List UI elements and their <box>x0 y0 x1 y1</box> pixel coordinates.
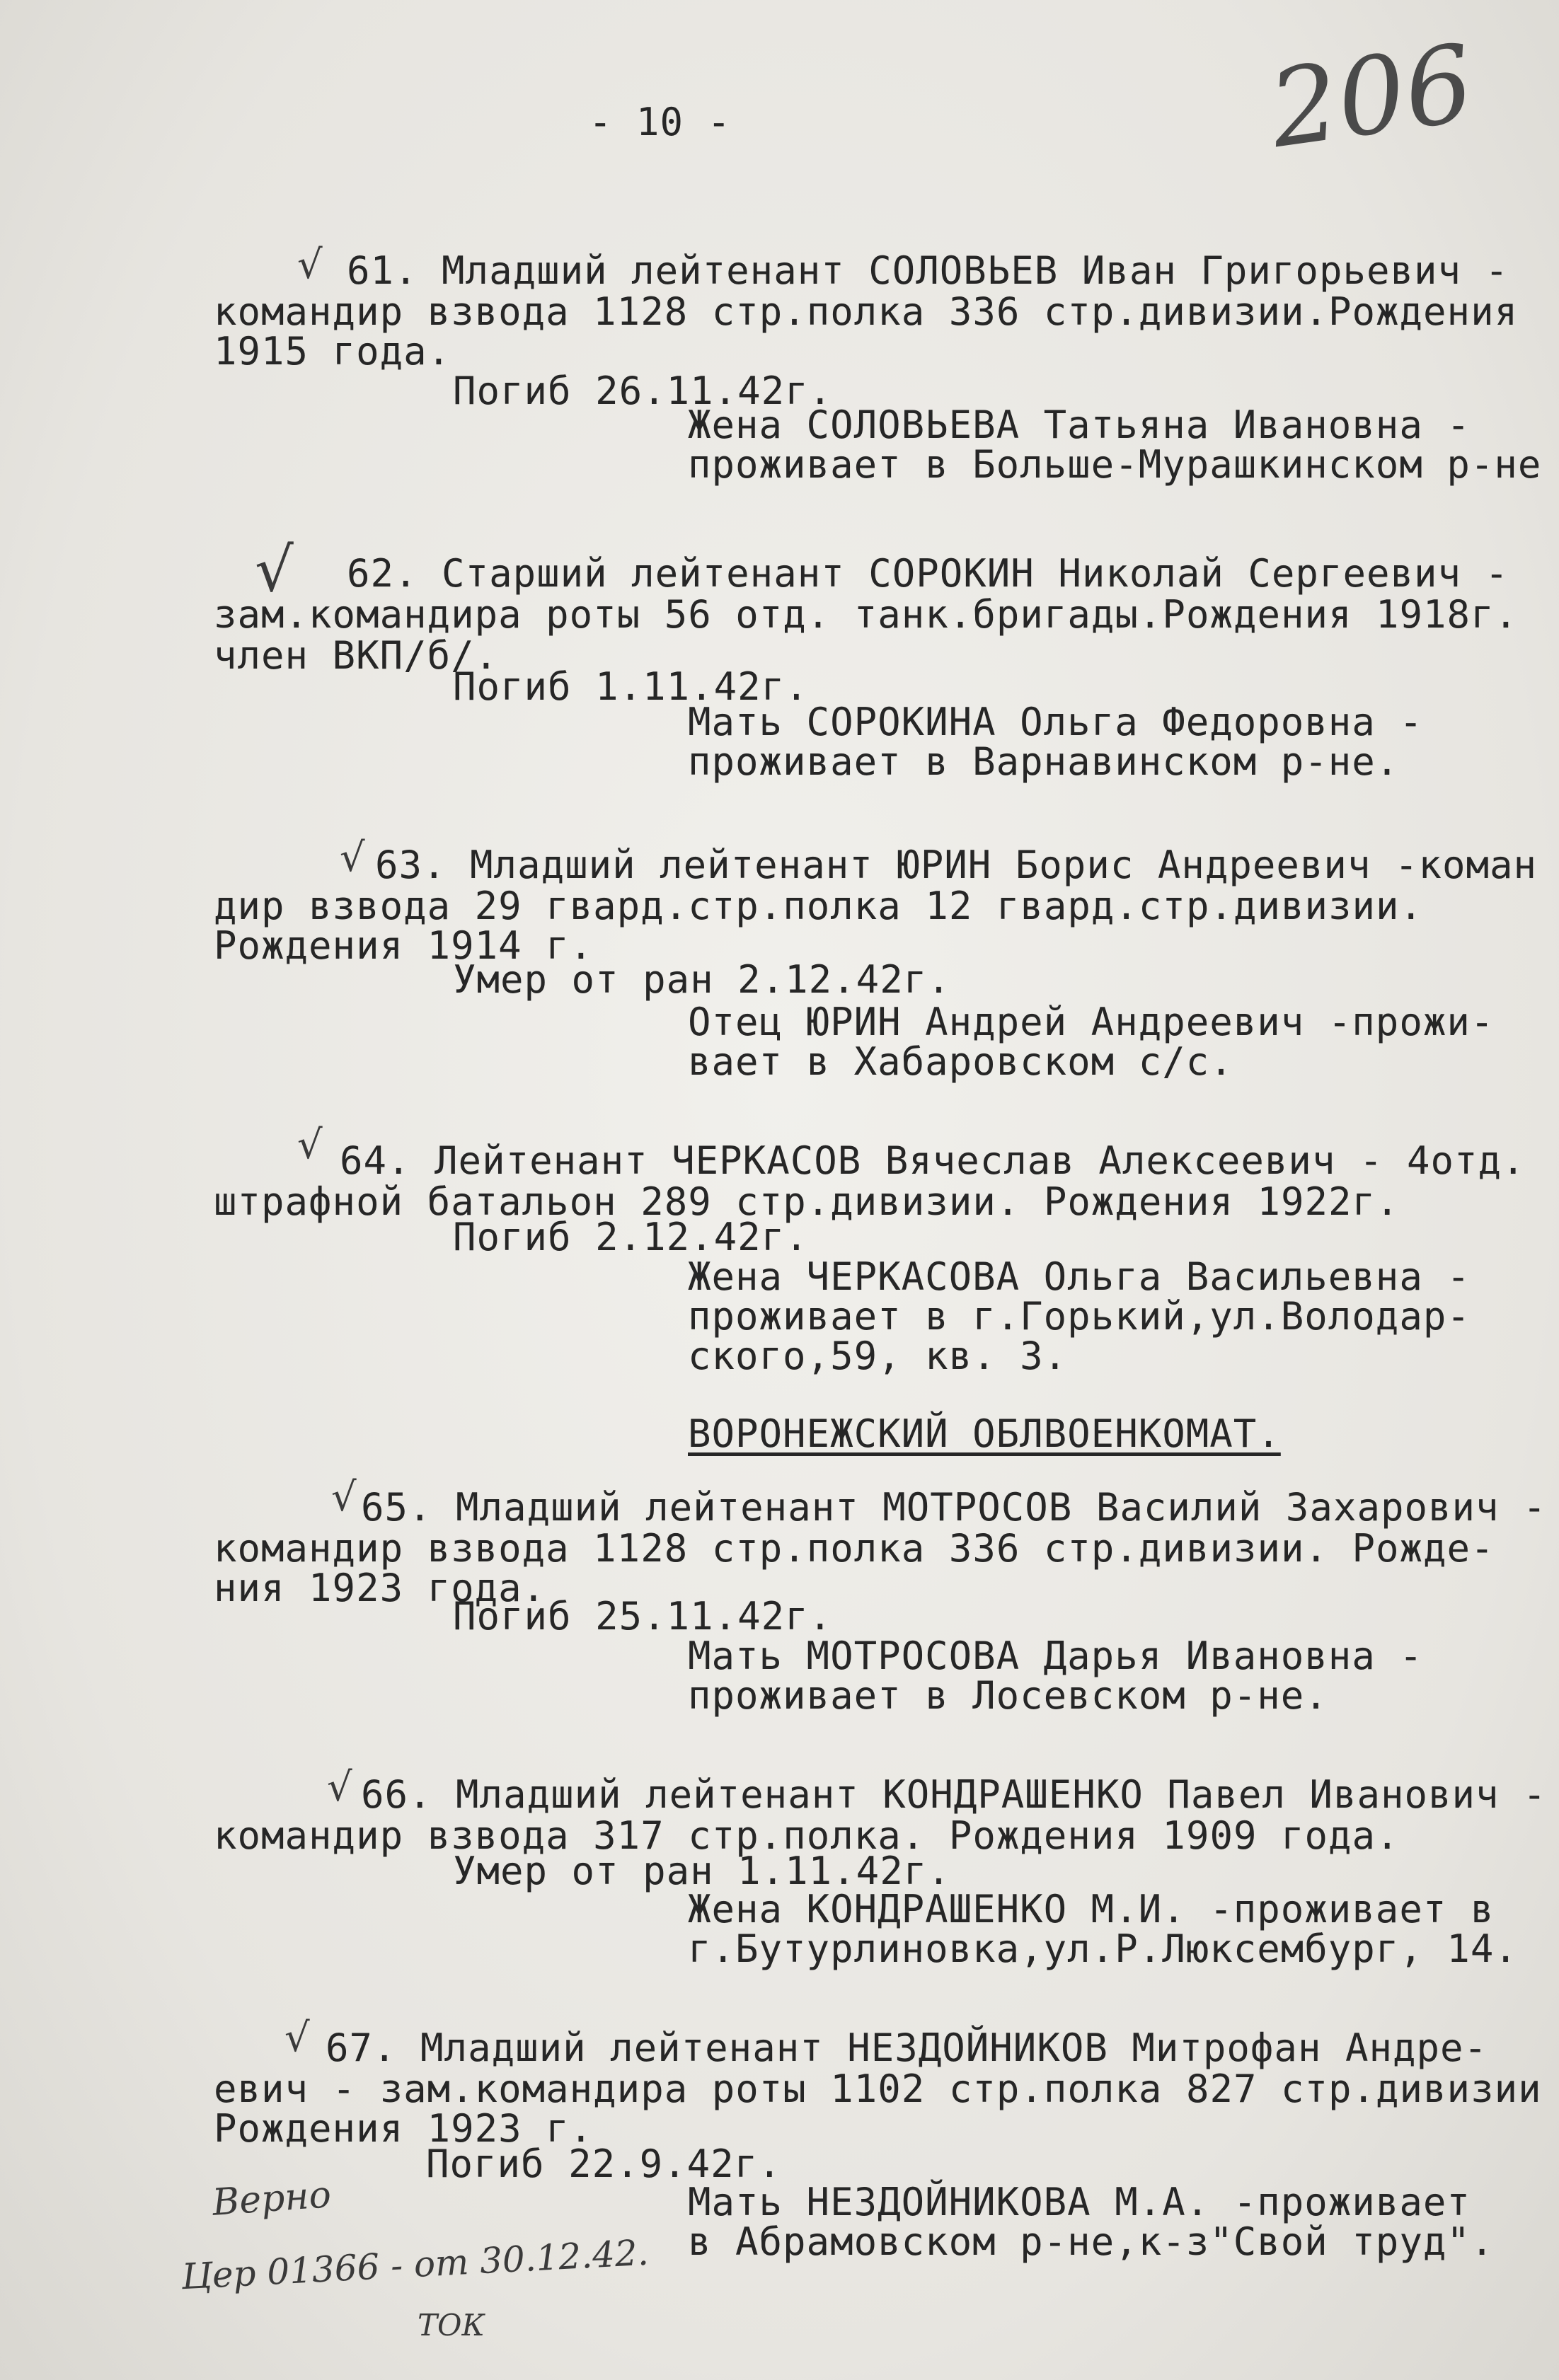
entry-relative: Мать МОТРОСОВА Дарья Ивановна - <box>688 1634 1423 1678</box>
section-heading: ВОРОНЕЖСКИЙ ОБЛВОЕНКОМАТ. <box>688 1411 1281 1456</box>
check-mark-icon: √ <box>297 1122 323 1168</box>
entry-death: Погиб 2.12.42г. <box>453 1215 809 1259</box>
entry-relative: проживает в Лосевском р-не. <box>688 1673 1328 1718</box>
entry-relative: в Абрамовском р-не,к-з"Свой труд". <box>688 2219 1495 2264</box>
entry-relative: Мать СОРОКИНА Ольга Федоровна - <box>688 700 1423 744</box>
entry-line: командир взвода 1128 стр.полка 336 стр.дивизии. Рожде- <box>214 1526 1495 1571</box>
entry-line: 64. Лейтенант ЧЕРКАСОВ Вячеслав Алексеевич - 4отд. <box>340 1138 1526 1183</box>
entry-line: член ВКП/б/. <box>214 633 499 678</box>
entry-line: Рождения 1923 г. <box>214 2106 594 2151</box>
entry-relative: вает в Хабаровском с/с. <box>688 1039 1233 1084</box>
entry-line: командир взвода 317 стр.полка. Рождения 1909 года. <box>214 1813 1400 1858</box>
entry-line: 61. Младший лейтенант СОЛОВЬЕВ Иван Григорьевич - <box>347 248 1509 293</box>
check-mark-icon: √ <box>331 1474 357 1520</box>
entry-death: Погиб 22.9.42г. <box>426 2142 782 2186</box>
check-mark-icon: √ <box>297 242 323 288</box>
check-mark-icon: √ <box>255 535 294 606</box>
entry-death: Погиб 1.11.42г. <box>453 664 809 709</box>
handwritten-reference-note: Цер 01366 - от 30.12.42. <box>180 2231 650 2298</box>
entry-relative: Жена СОЛОВЬЕВА Татьяна Ивановна - <box>688 403 1471 447</box>
entry-death: Погиб 26.11.42г. <box>453 369 833 413</box>
entry-relative: Жена ЧЕРКАСОВА Ольга Васильевна - <box>688 1254 1471 1299</box>
entry-line: евич - зам.командира роты 1102 стр.полка 827 стр.дивизии <box>214 2067 1542 2111</box>
archive-number: 206 <box>1262 21 1481 173</box>
entry-line: 67. Младший лейтенант НЕЗДОЙНИКОВ Митрофан Андре- <box>326 2026 1488 2070</box>
handwritten-verified-note: Верно <box>211 2173 333 2224</box>
entry-death: Умер от ран 2.12.42г. <box>453 957 951 1002</box>
entry-line: ния 1923 года. <box>214 1566 546 1610</box>
entry-relative: ского,59, кв. 3. <box>688 1334 1068 1378</box>
check-mark-icon: √ <box>327 1764 352 1810</box>
entry-line: 65. Младший лейтенант МОТРОСОВ Василий Захарович - <box>361 1485 1547 1530</box>
page-number: - 10 - <box>589 100 732 144</box>
entry-line: 63. Младший лейтенант ЮРИН Борис Андреевич -коман <box>375 843 1538 887</box>
check-mark-icon: √ <box>284 2015 310 2061</box>
check-mark-icon: √ <box>340 835 365 881</box>
entry-death: Погиб 25.11.42г. <box>453 1594 833 1639</box>
entry-death: Умер от ран 1.11.42г. <box>453 1849 951 1893</box>
entry-line: дир взвода 29 гвард.стр.полка 12 гвард.стр.дивизии. <box>214 884 1424 928</box>
entry-relative: проживает в г.Горький,ул.Володар- <box>688 1294 1471 1339</box>
entry-line: зам.командира роты 56 отд. танк.бригады.Рождения 1918г. <box>214 592 1519 637</box>
entry-relative: Отец ЮРИН Андрей Андреевич -прожи- <box>688 1000 1495 1044</box>
handwritten-initials: ТОК <box>418 2308 485 2343</box>
entry-line: 62. Старший лейтенант СОРОКИН Николай Сергеевич - <box>347 551 1509 596</box>
entry-line: 66. Младший лейтенант КОНДРАШЕНКО Павел Иванович - <box>361 1772 1547 1817</box>
entry-line: Рождения 1914 г. <box>214 923 594 968</box>
entry-line: 1915 года. <box>214 329 451 374</box>
entry-relative: проживает в Варнавинском р-не. <box>688 739 1400 784</box>
entry-relative: Мать НЕЗДОЙНИКОВА М.А. -проживает <box>688 2180 1471 2224</box>
entry-relative: проживает в Больше-Мурашкинском р-не <box>688 442 1542 487</box>
entry-relative: Жена КОНДРАШЕНКО М.И. -проживает в <box>688 1887 1495 1931</box>
entry-line: командир взвода 1128 стр.полка 336 стр.дивизии.Рождения <box>214 289 1519 334</box>
entry-line: штрафной батальон 289 стр.дивизии. Рождения 1922г. <box>214 1179 1400 1224</box>
entry-relative: г.Бутурлиновка,ул.Р.Люксембург, 14. <box>688 1926 1518 1971</box>
